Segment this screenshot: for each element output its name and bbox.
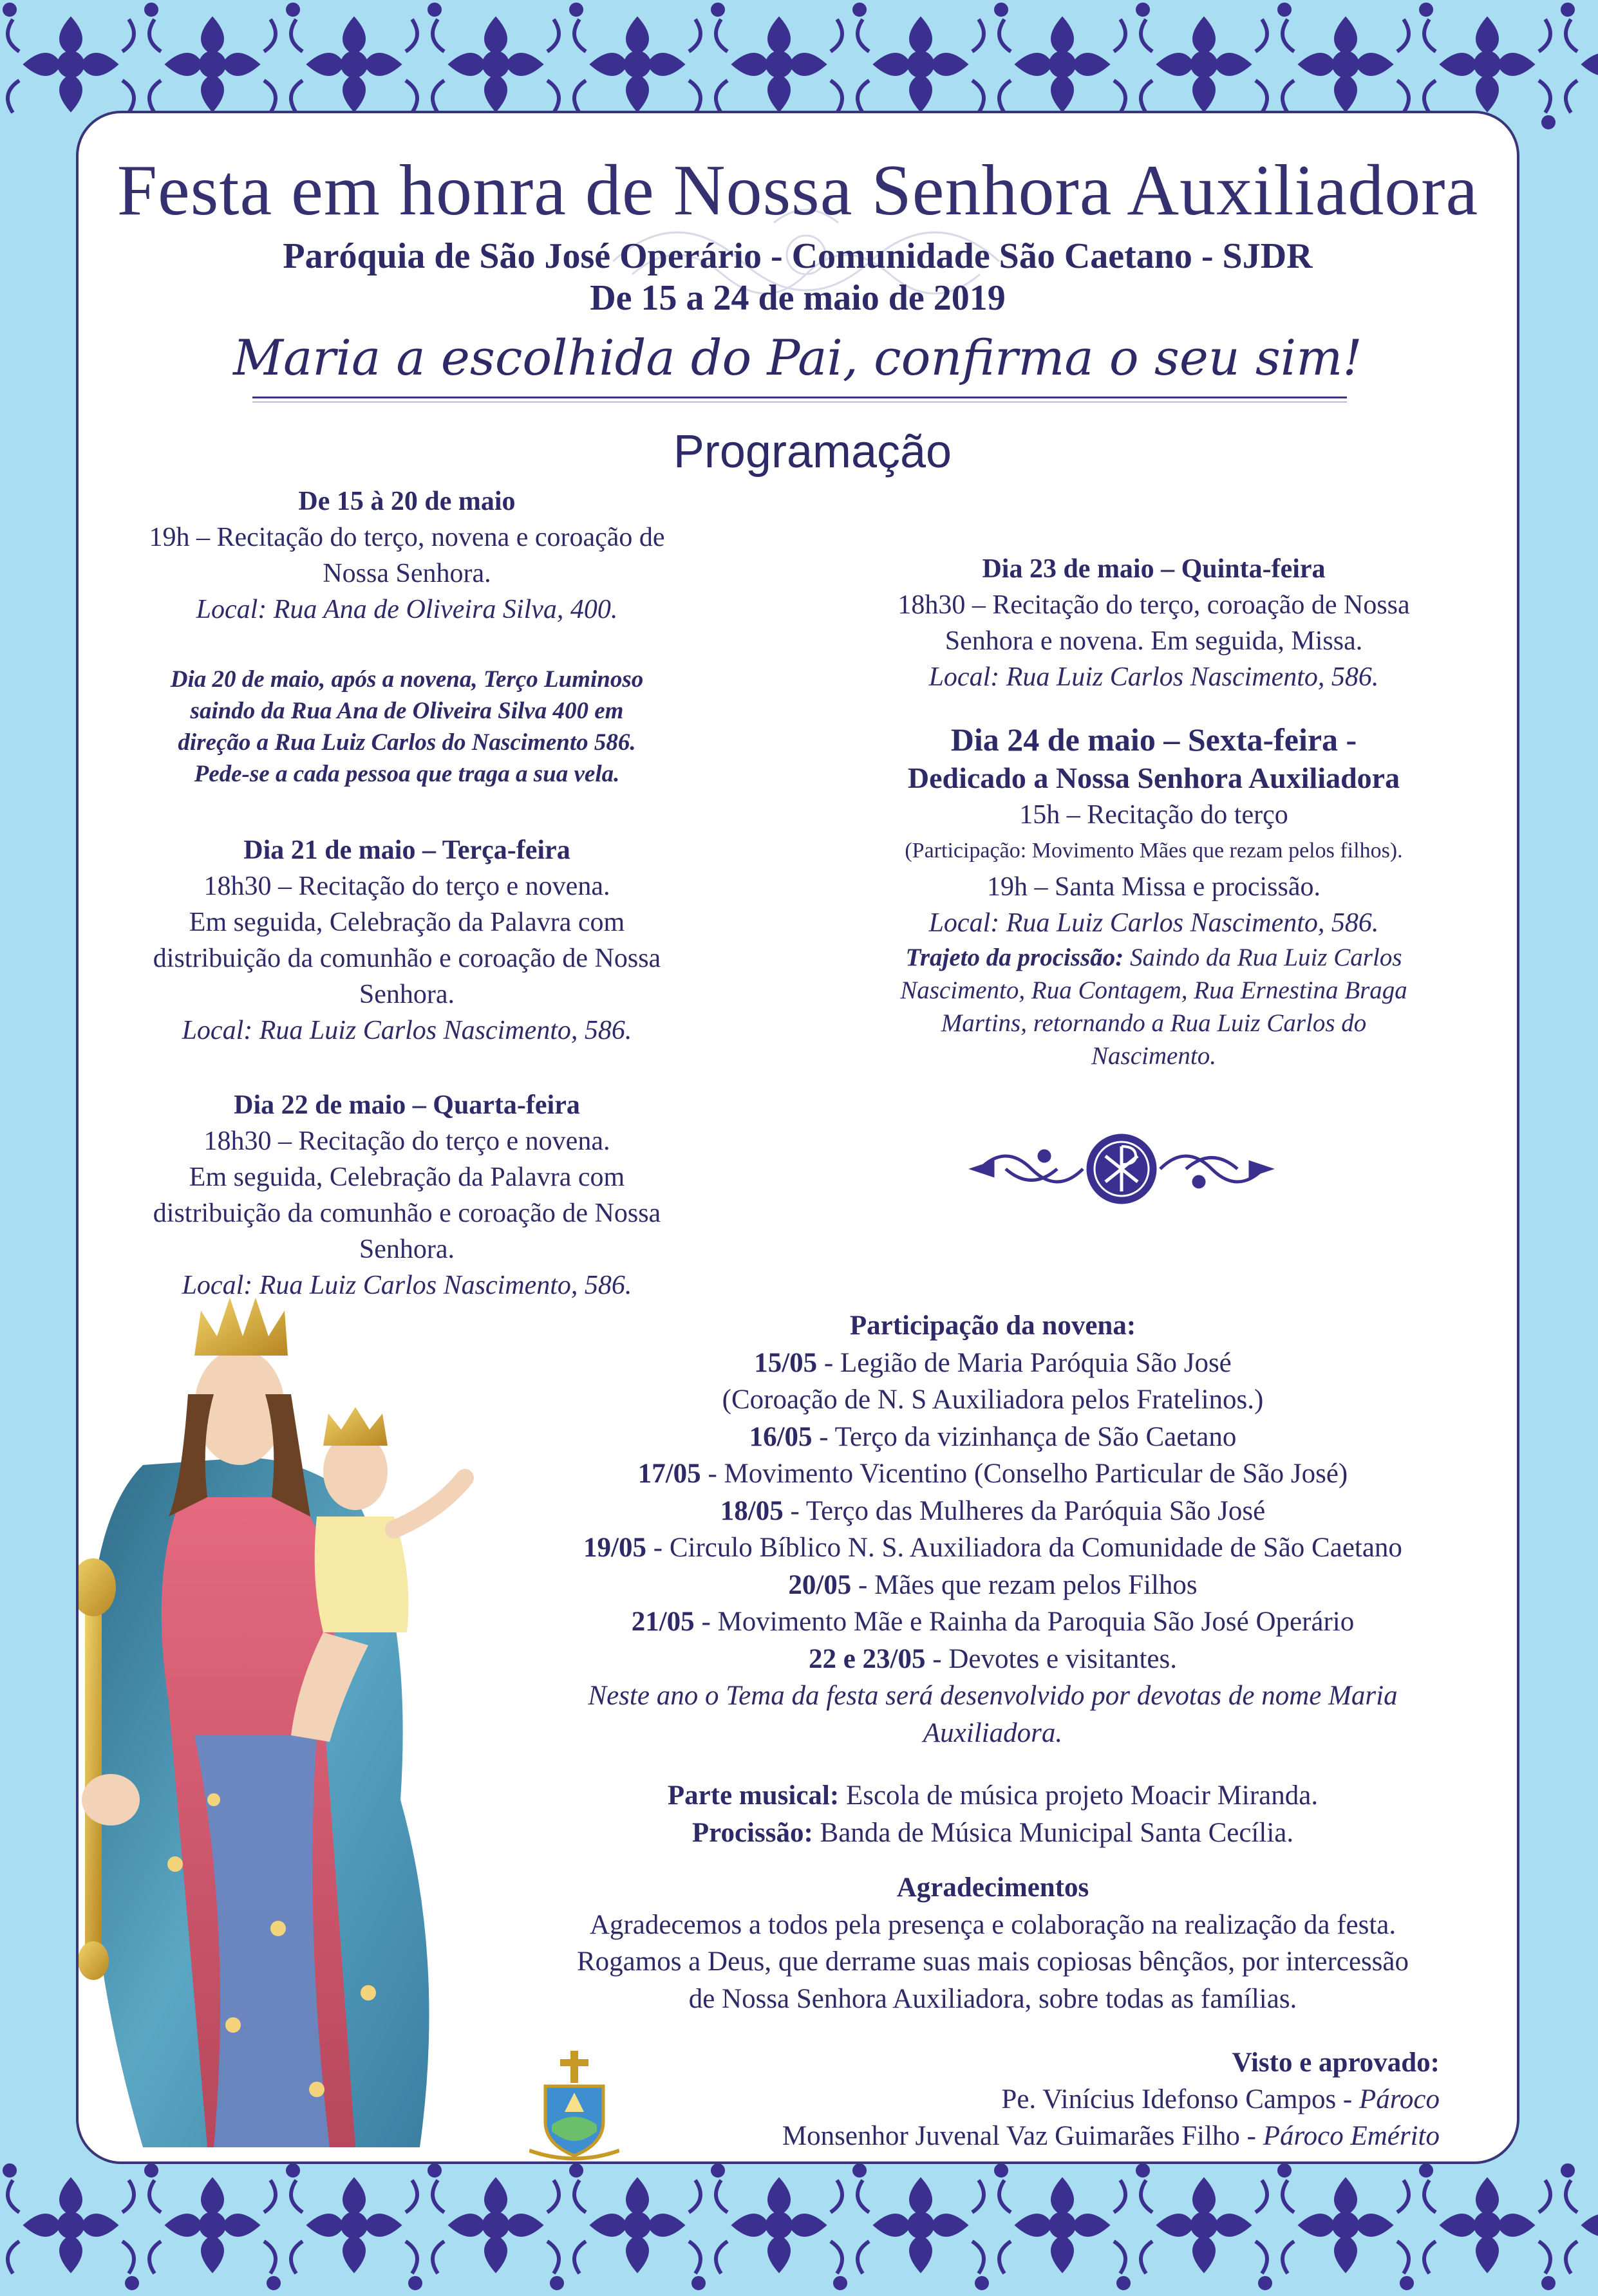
novena-item bbox=[491, 1567, 1495, 1604]
procession-route-label: Trajeto da procissão: bbox=[905, 944, 1124, 971]
luminous-rosary-note: direção a Rua Luiz Carlos do Nascimento 586. bbox=[178, 729, 636, 756]
novena-section bbox=[491, 1307, 1495, 2017]
schedule-line: 18h30 – Recitação do terço e novena. bbox=[203, 872, 610, 901]
schedule-line: Em seguida, Celebração da Palavra com bbox=[189, 1162, 625, 1192]
novena-note: Auxiliadora. bbox=[923, 1717, 1063, 1748]
schedule-line: Nossa Senhora. bbox=[323, 559, 491, 588]
schedule-line: Em seguida, Celebração da Palavra com bbox=[189, 908, 625, 937]
novena-item-text: - Legião de Maria Paróquia São José bbox=[817, 1347, 1232, 1378]
schedule-right-column bbox=[819, 551, 1489, 1072]
flyer-card bbox=[76, 111, 1519, 2164]
priest-name: Monsenhor Juvenal Vaz Guimarães Filho - bbox=[782, 2121, 1263, 2151]
musical-text: Escola de música projeto Moacir Miranda. bbox=[839, 1780, 1319, 1811]
schedule-line: 19h – Recitação do terço, novena e coroação de bbox=[149, 523, 665, 552]
novena-list bbox=[491, 1345, 1495, 1678]
schedule-location: Local: Rua Luiz Carlos Nascimento, 586. bbox=[928, 908, 1379, 938]
novena-item bbox=[491, 1345, 1495, 1382]
schedule-heading: Dedicado a Nossa Senhora Auxiliadora bbox=[907, 761, 1400, 794]
thanks-line: Rogamos a Deus, que derrame suas mais copiosas bênçãos, por intercessão bbox=[576, 1946, 1409, 1977]
novena-item-date: 15/05 bbox=[754, 1347, 818, 1378]
schedule-line: 19h – Santa Missa e procissão. bbox=[987, 872, 1321, 902]
musical-label: Parte musical: bbox=[667, 1780, 840, 1811]
procession-route: Nascimento. bbox=[1091, 1042, 1216, 1070]
page-title: Festa em honra de Nossa Senhora Auxiliadora bbox=[117, 151, 1479, 230]
schedule-line: 15h – Recitação do terço bbox=[1019, 800, 1288, 830]
procession-text: Banda de Música Municipal Santa Cecília. bbox=[813, 1817, 1294, 1848]
schedule-location: Local: Rua Ana de Oliveira Silva, 400. bbox=[196, 595, 618, 624]
novena-item bbox=[491, 1493, 1495, 1530]
novena-item-text: - Movimento Mãe e Rainha da Paroquia São José Operário bbox=[694, 1607, 1355, 1637]
schedule-heading: Dia 24 de maio – Sexta-feira - bbox=[950, 722, 1357, 758]
novena-item-text: - Circulo Bíblico N. S. Auxiliadora da Comunidade de São Caetano bbox=[646, 1533, 1402, 1563]
schedule-heading: De 15 à 20 de maio bbox=[298, 487, 516, 516]
schedule-line: distribuição da comunhão e coroação de Nossa bbox=[153, 1199, 661, 1228]
schedule-heading: Dia 23 de maio – Quinta-feira bbox=[982, 554, 1326, 584]
novena-item-date: 17/05 bbox=[637, 1459, 701, 1489]
procession-line bbox=[491, 1815, 1495, 1852]
schedule-location: Local: Rua Luiz Carlos Nascimento, 586. bbox=[182, 1271, 632, 1300]
procession-route-text: Saindo da Rua Luiz Carlos bbox=[1123, 944, 1402, 971]
luminous-rosary-note: Dia 20 de maio, após a novena, Terço Luminoso bbox=[170, 666, 644, 693]
programacao-heading: Programação bbox=[673, 426, 952, 478]
schedule-location: Local: Rua Luiz Carlos Nascimento, 586. bbox=[182, 1016, 632, 1045]
novena-item-date: 19/05 bbox=[583, 1533, 646, 1563]
priest-name: Pe. Vinícius Idefonso Campos - bbox=[1001, 2084, 1359, 2114]
procession-route bbox=[819, 941, 1489, 974]
novena-item bbox=[491, 1381, 1495, 1419]
schedule-heading: Dia 21 de maio – Terça-feira bbox=[243, 835, 570, 865]
schedule-heading: Dia 22 de maio – Quarta-feira bbox=[234, 1090, 580, 1120]
luminous-rosary-note: Pede-se a cada pessoa que traga a sua vela. bbox=[194, 761, 620, 787]
novena-item-text: - Terço da vizinhança de São Caetano bbox=[812, 1421, 1237, 1452]
thanks-line: Agradecemos a todos pela presença e colaboração na realização da festa. bbox=[589, 1909, 1396, 1940]
schedule-left-column bbox=[111, 483, 703, 1303]
chi-rho-ornament-icon bbox=[967, 1121, 1276, 1217]
novena-item-date: 20/05 bbox=[788, 1569, 852, 1600]
parish-subtitle: Paróquia de São José Operário - Comunidade São Caetano - SJDR bbox=[283, 236, 1313, 276]
thanks-heading: Agradecimentos bbox=[896, 1872, 1089, 1903]
schedule-line: Senhora. bbox=[359, 1235, 455, 1264]
schedule-line: Senhora e novena. Em seguida, Missa. bbox=[945, 626, 1363, 656]
priest-role: Pároco bbox=[1359, 2084, 1440, 2114]
divider bbox=[252, 397, 1347, 398]
schedule-line: distribuição da comunhão e coroação de Nossa bbox=[153, 944, 661, 973]
approval-heading: Visto e aprovado: bbox=[1232, 2048, 1440, 2078]
schedule-line: 18h30 – Recitação do terço e novena. bbox=[203, 1126, 610, 1156]
parish-crest-icon bbox=[529, 2048, 619, 2163]
novena-item-text: - Terço das Mulheres da Paróquia São José bbox=[783, 1495, 1266, 1526]
novena-item-text: - Mães que rezam pelos Filhos bbox=[851, 1569, 1198, 1600]
luminous-rosary-note: saindo da Rua Ana de Oliveira Silva 400 em bbox=[190, 698, 624, 724]
novena-item-text: - Devotes e visitantes. bbox=[925, 1643, 1178, 1674]
novena-item-text: (Coroação de N. S Auxiliadora pelos Fratelinos.) bbox=[722, 1385, 1264, 1415]
novena-item-date: 16/05 bbox=[749, 1421, 813, 1452]
festival-theme: Maria a escolhida do Pai, confirma o seu sim! bbox=[233, 329, 1362, 386]
novena-item-date: 18/05 bbox=[720, 1495, 784, 1526]
novena-item-text: - Movimento Vicentino (Conselho Particular de São José) bbox=[700, 1459, 1348, 1489]
approval-line bbox=[782, 2118, 1440, 2154]
musical-line bbox=[491, 1777, 1495, 1815]
schedule-line: Senhora. bbox=[359, 980, 455, 1009]
thanks-line: de Nossa Senhora Auxiliadora, sobre todas as famílias. bbox=[688, 1983, 1297, 2014]
schedule-line: 18h30 – Recitação do terço, coroação de Nossa bbox=[898, 590, 1410, 620]
novena-note: Neste ano o Tema da festa será desenvolvido por devotas de nome Maria bbox=[588, 1681, 1398, 1711]
priest-role: Pároco Emérito bbox=[1263, 2121, 1440, 2151]
novena-item bbox=[491, 1603, 1495, 1641]
floral-border-bottom bbox=[0, 2161, 1598, 2293]
approval-line bbox=[782, 2081, 1440, 2118]
procession-label: Procissão: bbox=[691, 1817, 813, 1848]
novena-item-date: 21/05 bbox=[631, 1607, 695, 1637]
novena-heading: Participação da novena: bbox=[849, 1311, 1136, 1341]
approval-block bbox=[782, 2044, 1440, 2154]
statue-image bbox=[76, 1285, 484, 2147]
schedule-line: (Participação: Movimento Mães que rezam pelos filhos). bbox=[905, 839, 1403, 863]
novena-item bbox=[491, 1529, 1495, 1567]
novena-item-date: 22 e 23/05 bbox=[808, 1643, 926, 1674]
novena-item bbox=[491, 1641, 1495, 1678]
schedule-location: Local: Rua Luiz Carlos Nascimento, 586. bbox=[928, 662, 1379, 692]
novena-item bbox=[491, 1419, 1495, 1456]
festival-dates: De 15 a 24 de maio de 2019 bbox=[590, 278, 1006, 318]
procession-route: Nascimento, Rua Contagem, Rua Ernestina Braga bbox=[900, 976, 1407, 1004]
procession-route: Martins, retornando a Rua Luiz Carlos do bbox=[941, 1009, 1367, 1037]
novena-item bbox=[491, 1455, 1495, 1493]
